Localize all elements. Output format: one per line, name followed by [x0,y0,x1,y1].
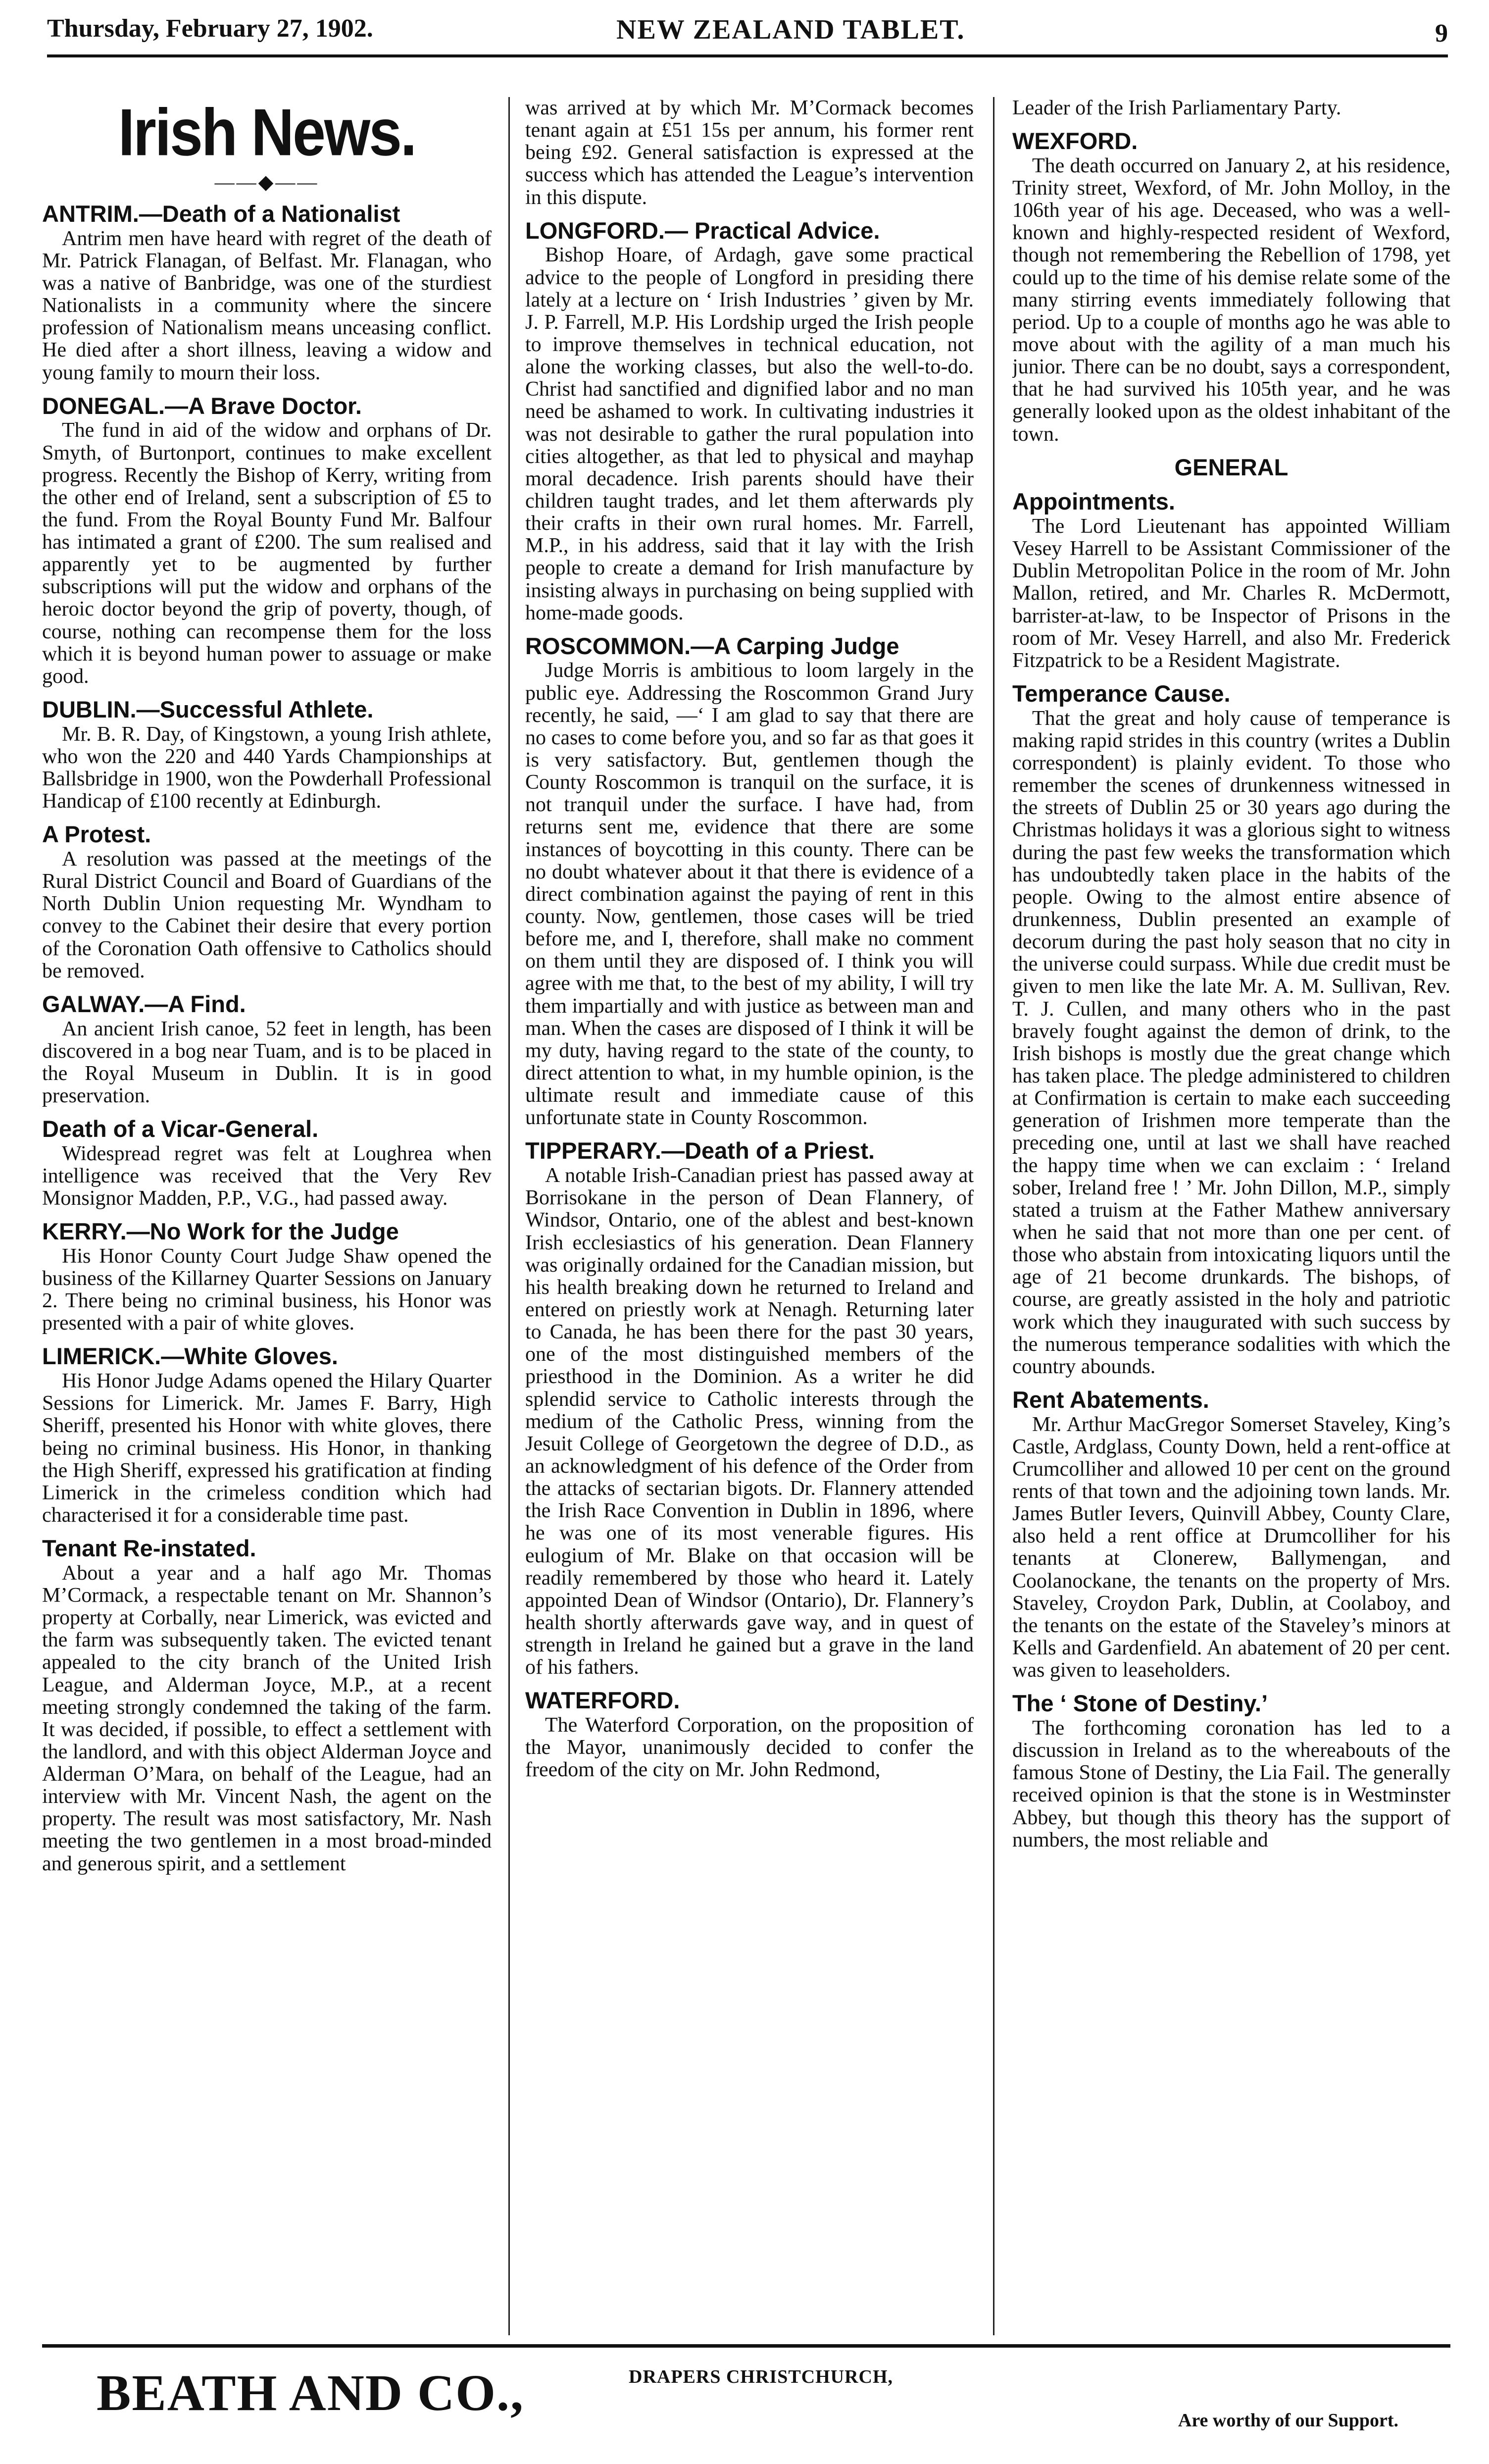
article-heading: The ‘ Stone of Destiny.’ [1012,1690,1268,1717]
article-heading: ANTRIM.—Death of a Nationalist [42,201,400,227]
article [42,393,492,688]
advertiser-location: DRAPERS CHRISTCHURCH, [629,2366,893,2387]
article-paragraph: Widespread regret was felt at Loughrea when intelligence was received that the Very Rev Monsignor Madden, P.P., V.G., had passed away. [42,1142,492,1210]
column-divider [993,97,994,2335]
footer-rule [42,2344,1450,2348]
article [1012,97,1450,119]
article [42,697,492,813]
column-3 [1012,97,1450,2335]
article-paragraph: The Lord Lieutenant has appointed William Vesey Harrell to be Assistant Commissioner of the Dublin Metropolitan Police in the room of Mr. John Mallon, retired, and Mr. Charles R. McDermott, barrister-at-law, to be Inspector of Prisons in the room of Mr. Vesey Harrell, and also Mr. Frederick Fitzpatrick to be a Resident Magistrate. [1012,515,1450,672]
article-heading: LIMERICK.—White Gloves. [42,1343,338,1370]
column-2 [525,97,974,2335]
article-heading: WATERFORD. [525,1687,680,1714]
article-heading: Death of a Vicar-General. [42,1116,319,1142]
article [1012,681,1450,1378]
newspaper-name: NEW ZEALAND TABLET. [616,14,965,45]
column-2-body [525,97,974,1781]
column-divider [508,97,510,2335]
article [42,1219,492,1335]
article [525,218,974,624]
article [42,201,492,384]
page-header [47,0,1448,57]
article-paragraph: His Honor Judge Adams opened the Hilary Quarter Sessions for Limerick. Mr. James F. Barry, High Sheriff, presented his Honor with white gloves, there being no criminal business. His Honor, in thanking the High Sheriff, expressed his gratification at finding Limerick in the crimeless condition which had characterised it for a considerable time past. [42,1370,492,1527]
article [42,821,492,982]
article-paragraph: The death occurred on January 2, at his residence, Trinity street, Wexford, of Mr. John Molloy, in the 106th year of his age. Deceased, who was a well-known and highly-respected resident of Wexford, though not remembering the Rebellion of 1798, yet could up to the time of his demise relate some of the many stirring events immediately following that period. Up to a couple of months ago he was able to move about with the agility of a man much his junior. There can be no doubt, says a correspondent, that he had survived his 105th year, and he was generally looked upon as the oldest inhabitant of the town. [1012,154,1450,446]
article [525,633,974,1129]
article-heading: Temperance Cause. [1012,680,1231,707]
article-heading: ROSCOMMON.—A Carping Judge [525,632,899,659]
advertisement-footer [42,2351,1450,2450]
article-heading: A Protest. [42,821,151,848]
article-paragraph: The forthcoming coronation has led to a discussion in Ireland as to the whereabouts of the famous Stone of Destiny, the Lia Fail. The generally received opinion is that the stone is in Westminster Abbey, but though this theory has the support of numbers, the most reliable and [1012,1716,1450,1851]
advertiser-slogan: Are worthy of our Support. [1178,2410,1398,2431]
article-paragraph: Bishop Hoare, of Ardagh, gave some practical advice to the people of Longford in presiding there lately at a lecture on ‘ Irish Industries ’ given by Mr. J. P. Farrell, M.P. His Lordship urged the Irish people to improve themselves in technical education, not alone the working classes, but also the well-to-do. Christ had sanctified and dignified labor and no man need be ashamed to work. In cultivating industries it was not desirable to gather the rural population into cities altogether, as that led to physical and mayhap moral decadence. Irish parents should have their children taught trades, and let them afterwards ply their crafts in their own rural homes. Mr. Farrell, M.P., in his address, said that it lay with the Irish people to create a demand for Irish manufacture by insisting always in purchasing on being supplied with home-made goods. [525,244,974,624]
article-paragraph: Mr. B. R. Day, of Kingstown, a young Irish athlete, who won the 220 and 440 Yards Championships at Ballsbridge in 1900, won the Powderhall Professional Handicap of £100 recently at Edinburgh. [42,722,492,813]
article [1012,489,1450,672]
article-heading: WEXFORD. [1012,128,1138,154]
article-paragraph: was arrived at by which Mr. M’Cormack becomes tenant again at £51 15s per annum, his former rent being £92. General satisfaction is expressed at the success which has attended the League’s intervention in this dispute. [525,97,974,209]
advertiser-name: BEATH AND CO., [97,2364,524,2421]
article-heading: Rent Abatements. [1012,1386,1209,1413]
article-heading: GALWAY.—A Find. [42,990,246,1017]
article-paragraph: Leader of the Irish Parliamentary Party. [1012,97,1341,119]
article-heading: Tenant Re-instated. [42,1535,256,1562]
article-paragraph: Judge Morris is ambitious to loom largely in the public eye. Addressing the Roscommon Grand Jury recently, he said, —‘ I am glad to say that there are no cases to come before you, and so far as that goes it is very satisfactory. But, gentlemen though the County Roscommon is tranquil on the surface, it is not tranquil under the surface. I have had, from returns sent me, evidence that there are some instances of boycotting in this county. There can be no doubt whatever about it that there is evidence of a direct combination against the paying of rent in this county. Now, gentlemen, those cases will be tried before me, and I, therefore, shall make no comment on them until they are disposed of. I think you will agree with me that, to the best of my ability, I will try them impartially and with justice as between man and man. When the cases are disposed of I think it will be my duty, having regard to the state of the county, to direct attention to what, in my humble opinion, is the ultimate result and immediate cause of this unfortunate state in County Roscommon. [525,659,974,1129]
article-paragraph: The fund in aid of the widow and orphans of Dr. Smyth, of Burtonport, continues to make excellent progress. Recently the Bishop of Kerry, writing from the other end of Ireland, sent a subscription of £5 to the fund. From the Royal Bounty Fund Mr. Balfour has intimated a grant of £200. The sum realised and apparently yet to be augmented by further subscriptions will put the widow and orphans of the heroic doctor beyond the grip of poverty, though, of course, nothing can recompense them for the loss which it is beyond human power to assuage or make good. [42,419,492,688]
column-3-body [1012,97,1450,1851]
article-paragraph: About a year and a half ago Mr. Thomas M’Cormack, a respectable tenant on Mr. Shannon’s property at Corbally, near Limerick, was evicted and the farm was subsequently taken. The evicted tenant appealed to the city branch of the United Irish League, and Alderman Joyce, M.P., at a recent meeting strongly condemned the taking of the farm. It was decided, if possible, to effect a settlement with the landlord, and with this object Alderman Joyce and Alderman O’Mara, on behalf of the League, had an interview with Mr. Vincent Nash, the agent on the property. The result was most satisfactory, Mr. Nash meeting the two gentlemen in a most broad-minded and generous spirit, and a settlement [42,1561,492,1875]
article [42,1116,492,1210]
page-number: 9 [1435,19,1448,48]
article-paragraph: Mr. Arthur MacGregor Somerset Staveley, King’s Castle, Ardglass, County Down, held a rent-office at Crumcolliher and allowed 10 per cent on the ground rents of that town and the adjoining town lands. Mr. James Butler Ievers, Quinvill Abbey, County Clare, also held a rent office at Drumcolliher for his tenants at Clonerew, Ballymengan, and Coolanockane, the tenants on the property of Mrs. Staveley, Croydon Park, Dublin, at Coolaboy, and the tenants on the estate of the Staveley’s minors at Kells and Gardenfield. An abatement of 20 per cent. was given to leaseholders. [1012,1413,1450,1682]
article-heading: TIPPERARY.—Death of a Priest. [525,1137,875,1164]
article-paragraph: His Honor County Court Judge Shaw opened the business of the Killarney Quarter Sessions on January 2. There being no criminal business, his Honor was presented with a pair of white gloves. [42,1244,492,1335]
article-paragraph: Antrim men have heard with regret of the death of Mr. Patrick Flanagan, of Belfast. Mr. Flanagan, who was a native of Banbridge, was one of the sturdiest Nationalists in a community where the sincere profession of Nationalism means unceasing conflict. He died after a short illness, leaving a widow and young family to mourn their loss. [42,227,492,384]
article-columns [42,97,1450,2335]
article [1012,128,1450,446]
article [1012,1387,1450,1682]
article-heading: KERRY.—No Work for the Judge [42,1218,399,1245]
article [1012,1691,1450,1851]
column-1-body [42,201,492,1875]
article-heading: Appointments. [1012,488,1175,515]
article-heading: GENERAL [1174,454,1289,480]
article [42,991,492,1107]
article-heading: DONEGAL.—A Brave Doctor. [42,392,362,419]
column-1 [42,97,492,2335]
title-ornament: ——◆—— [214,171,319,193]
article-paragraph: A notable Irish-Canadian priest has passed away at Borrisokane in the person of Dean Flannery, of Windsor, Ontario, one of the ablest and best-known Irish ecclesiastics of his generation. Dean Flannery was originally ordained for the Canadian mission, but his health breaking down he returned to Ireland and entered on priestly work at Nenagh. Returning later to Canada, he has been there for the past 30 years, one of the most distinguished members of the priesthood in the Dominion. As a writer he did splendid service to Catholic interests through the medium of the Catholic Press, winning from the Jesuit College of Georgetown the degree of D.D., as an acknowledgment of his defence of the Order from the attacks of sectarian bigots. Dr. Flannery attended the Irish Race Convention in Dublin in 1896, where he was one of its most venerable figures. His eulogium of Mr. Blake on that occasion will be readily remembered by those who heard it. Lately appointed Dean of Windsor (Ontario), Dr. Flannery’s health shortly afterwards gave way, and in quest of strength in Ireland he gained but a grave in the land of his fathers. [525,1164,974,1679]
article [525,1138,974,1679]
page-title: Irish News. [118,97,416,170]
article [42,1343,492,1527]
article-heading: LONGFORD.— Practical Advice. [525,217,880,244]
title-block [42,97,492,192]
article [42,1536,492,1875]
article [525,97,974,209]
article-heading: DUBLIN.—Successful Athlete. [42,696,374,723]
article [525,1688,974,1781]
article [1012,455,1450,480]
article-paragraph: A resolution was passed at the meetings of the Rural District Council and Board of Guardians of the North Dublin Union requesting Mr. Wyndham to convey to the Cabinet their desire that every portion of the Coronation Oath offensive to Catholics should be removed. [42,847,492,982]
issue-date: Thursday, February 27, 1902. [47,14,373,43]
article-paragraph: The Waterford Corporation, on the proposition of the Mayor, unanimously decided to confer the freedom of the city on Mr. John Redmond, [525,1714,974,1782]
article-paragraph: That the great and holy cause of temperance is making rapid strides in this country (writes a Dublin correspondent) is plainly evident. To those who remember the scenes of drunkenness witnessed in the streets of Dublin 25 or 30 years ago during the Christmas holidays it was a glorious sight to witness during the past few weeks the transformation which has undoubtedly taken place in the habits of the people. Owing to the almost entire absence of drunkenness, Dublin presented an example of decorum during the past holy season that no city in the universe could surpass. While due credit must be given to men like the late Mr. A. M. Sullivan, Rev. T. J. Cullen, and many others who in the past bravely fought against the demon of drink, to the Irish bishops is mostly due the great change which has taken place. The pledge administered to children at Confirmation is certain to make each succeeding generation of Irishmen more temperate than the preceding one, until at last we shall have reached the happy time when we can exclaim : ‘ Ireland sober, Ireland free ! ’ Mr. John Dillon, M.P., simply stated a truism at the Father Mathew anniversary when he said that not more than one per cent. of those who abstain from intoxicating liquors until the age of 21 become drunkards. The bishops, of course, are greatly assisted in the holy and patriotic work which they inaugurated with such success by the numerous temperance sodalities with which the country abounds. [1012,707,1450,1378]
article-paragraph: An ancient Irish canoe, 52 feet in length, has been discovered in a bog near Tuam, and is to be placed in the Royal Museum in Dublin. It is in good preservation. [42,1017,492,1107]
